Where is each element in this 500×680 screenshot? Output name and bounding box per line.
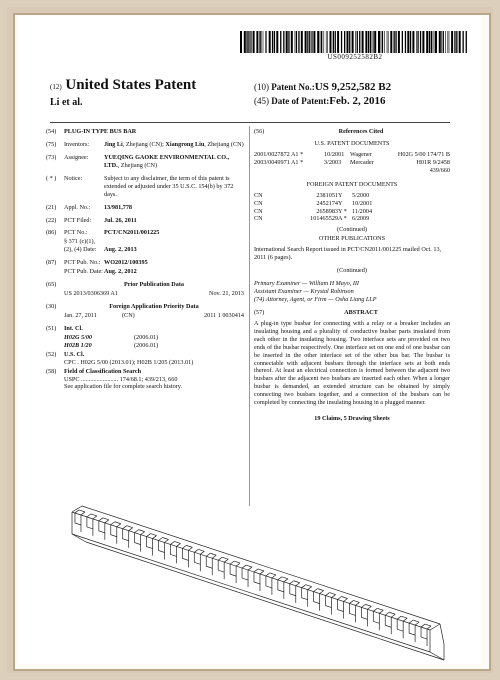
appl-number: 13/981,778 [104, 203, 133, 211]
code-21: (21) [46, 203, 57, 211]
code-22: (22) [46, 216, 57, 224]
us-patent-date: 10/2001 [324, 150, 345, 158]
code-52: (52) [46, 350, 57, 358]
barcode-image [240, 31, 470, 53]
code-56: (56) [254, 128, 265, 135]
foreign-patent-k: Y * [338, 207, 347, 215]
claims-summary: 19 Claims, 5 Drawing Sheets [314, 415, 390, 423]
code-73: (73) [46, 153, 57, 161]
code-75: (75) [46, 140, 57, 148]
code-58: (58) [46, 367, 57, 375]
busbar-drawing [38, 494, 458, 674]
field-label: Field of Classification Search [64, 367, 142, 375]
field-note-row [46, 383, 244, 391]
pct-no-row [46, 229, 244, 237]
inventor-1-loc: , Zhejiang (CN); [122, 140, 166, 148]
abstract-heading [254, 309, 450, 317]
us-patent-cls: H01R 9/2458 439/660 [416, 158, 450, 174]
foreign-patent-cc: CN [254, 207, 263, 215]
pct-no-label: PCT No.: [64, 229, 88, 237]
field-uspc-row [46, 376, 244, 384]
patent-heading [50, 76, 196, 110]
pub-date: Aug. 2, 2012 [104, 268, 137, 276]
intcl-row [46, 325, 244, 333]
us-patent-row [254, 151, 450, 159]
uscl-label: U.S. Cl. [64, 350, 85, 358]
primary-examiner: Primary Examiner — William H Mayo, III [254, 280, 359, 288]
inventor-2-loc: , Zhejiang (CN) [204, 140, 244, 148]
prior-pub-title: Prior Publication Data [123, 281, 185, 289]
assignee-row [46, 154, 244, 170]
code-54: (54) [46, 128, 57, 135]
prior-pub-heading [46, 281, 244, 289]
foreign-number: 2011 1 0030414 [204, 311, 244, 319]
foreign-patent-k: A * [338, 215, 347, 223]
bibliographic-column [46, 128, 244, 396]
continued-2: (Continued) [337, 267, 367, 275]
pct-number: PCT/CN2011/001225 [104, 229, 160, 237]
patent-number: US 9,252,582 B2 [314, 81, 392, 93]
code-57: (57) [254, 308, 265, 316]
us-patent-row [254, 159, 450, 175]
notice-text: Subject to any disclaimer, the term of this patent is extended or adjusted under 35 U.S.C. 154(b) by 372 days. [104, 174, 234, 198]
foreign-patent-no: 101465529 [310, 215, 338, 223]
patent-date: Feb. 2, 2016 [329, 95, 386, 108]
notice-row [46, 175, 244, 199]
us-patent-name: Wagener [350, 150, 372, 158]
foreign-patent-no: 2452174 [316, 199, 338, 207]
code-86: (86) [46, 229, 57, 237]
pct-filed-label: PCT Filed: [64, 216, 92, 224]
foreign-patent-no: 2658983 [316, 207, 338, 215]
patent-no-label: Patent No.: [271, 82, 315, 92]
references-column [254, 128, 450, 423]
inventor-2: Xiangrong Liu [165, 140, 205, 148]
assignee-name: YUEQING GAOKE ENVIRONMENTAL CO., LTD. [104, 153, 230, 169]
notice-label: Notice: [64, 174, 83, 182]
document-title: United States Patent [65, 77, 197, 93]
assistant-examiner: Assistant Examiner — Krystal Robinson [254, 288, 354, 295]
code-12: (12) [50, 83, 62, 91]
foreign-patent-k: Y [338, 199, 343, 207]
foreign-date: Jan. 27, 2011 [64, 311, 97, 319]
patent-identifiers [254, 80, 450, 108]
inventors-label: Inventors: [64, 140, 90, 148]
foreign-title: Foreign Application Priority Data [109, 303, 199, 310]
prior-pub-number: US 2013/0306369 A1 [64, 290, 118, 298]
assignee-location: , Zhejiang (CN) [117, 161, 158, 169]
foreign-patent-date: 6/2009 [352, 215, 370, 223]
code-87: (87) [46, 259, 57, 267]
foreign-patent-list [254, 192, 450, 224]
header-divider [50, 122, 450, 123]
foreign-patent-no: 2381051 [316, 191, 338, 199]
pub-number: WO2012/100395 [104, 259, 148, 267]
pub-no-label: PCT Pub. No.: [64, 259, 101, 267]
prior-pub-row [46, 290, 244, 298]
foreign-patent-row [254, 208, 450, 216]
abstract-title: ABSTRACT [344, 308, 378, 316]
foreign-patent-k: Y [338, 191, 343, 199]
intcl-label: Int. Cl. [64, 324, 83, 332]
intcl-1: H02G 5/00 [64, 333, 93, 341]
foreign-patent-cc: CN [254, 191, 263, 199]
assignee-label: Assignee: [64, 153, 89, 161]
pub-date-label: PCT Pub. Date: [64, 268, 103, 276]
inventor-short: Li et al. [50, 97, 83, 109]
foreign-country: (CN) [122, 311, 135, 319]
refs-title: References Cited [338, 128, 384, 135]
foreign-patent-row [254, 192, 450, 200]
foreign-patent-date: 10/2001 [352, 199, 373, 207]
code-65: (65) [46, 281, 57, 289]
pct-filed-row [46, 217, 244, 225]
code-51: (51) [46, 324, 57, 332]
foreign-row [46, 312, 244, 320]
foreign-heading [46, 303, 244, 311]
us-patent-cls: H02G 5/00 174/71 B [397, 150, 450, 158]
foreign-patent-date: 11/2004 [352, 207, 373, 215]
foreign-patent-row [254, 200, 450, 208]
us-patent-docs-title: U.S. PATENT DOCUMENTS [314, 139, 390, 147]
us-patent-list [254, 151, 450, 175]
uscl-text: CPC . H02G 5/00 (2013.01); H02B 1/205 (2013.01) [64, 358, 194, 366]
inventors-row [46, 141, 244, 149]
pct-filed-date: Jul. 26, 2011 [104, 216, 137, 224]
pub-date-row [46, 268, 244, 276]
us-patent-no: 2001/0027872 A1 * [254, 150, 304, 158]
intcl-1-row [46, 334, 244, 342]
code-30: (30) [46, 303, 57, 310]
us-patent-name: Mercader [350, 158, 374, 166]
uscl-row [46, 351, 244, 359]
code-notice: ( * ) [46, 174, 57, 182]
foreign-patent-cc: CN [254, 215, 263, 223]
foreign-patent-cc: CN [254, 199, 263, 207]
s371-label: § 371 (c)(1), (2), (4) Date: [64, 238, 97, 254]
continued-1: (Continued) [337, 226, 367, 234]
intcl-2-row [46, 342, 244, 350]
intcl-2: H02B 1/20 [64, 341, 92, 349]
date-label: Date of Patent: [271, 96, 330, 107]
us-patent-date: 3/2003 [324, 158, 342, 166]
code-10: (10) [254, 82, 269, 92]
field-note: See application file for complete search history. [64, 383, 182, 391]
intcl-1-date: (2006.01) [134, 333, 159, 341]
appl-label: Appl. No.: [64, 203, 91, 211]
pub-no-row [46, 259, 244, 267]
intcl-2-date: (2006.01) [134, 341, 159, 349]
attorney: (74) Attorney, Agent, or Firm — Osha Liang LLP [254, 295, 377, 303]
field-row [46, 368, 244, 376]
column-divider [249, 126, 250, 506]
code-45: (45) [254, 96, 269, 107]
foreign-patent-row [254, 215, 450, 223]
inventor-1: Jing Li [104, 140, 123, 148]
foreign-patent-date: 5/2000 [352, 191, 370, 199]
other-pubs-title: OTHER PUBLICATIONS [318, 235, 386, 243]
prior-pub-date: Nov. 21, 2013 [208, 290, 244, 298]
s371-row [46, 238, 244, 254]
s371-date: Aug. 2, 2013 [104, 246, 137, 254]
barcode-number: US009252582B2 [327, 53, 383, 61]
appl-row [46, 204, 244, 212]
field-uspc: USPC ........................ 174/68.1; 439/213, 660 [64, 375, 178, 383]
us-patent-no: 2003/0049971 A1 * [254, 158, 304, 166]
abstract-text: A plug-in type busbar for connecting with a relay or a breaker includes an insulating housing and a plurality of conductive busbar parts insulated from each other in the insulating housing. Two interface sets are provided on two ends of the busbar respectively. One interface set on one end of one busbar can be inserted in the other interface set of the other bus bar. The busbar is connectable with adjacent busbars through the interface sets at both ends thereof. At least an electrical connection is formed between the adjacent two busbars after the adjacent two busbars are inserted each other. When a longer busbar is demanded, an extended structure can be obtained by simply connecting two busbars together, and a connection of the busbars can be completed by connecting the insulating housing in a plugged manner. [254, 319, 450, 407]
foreign-patent-docs-title: FOREIGN PATENT DOCUMENTS [306, 180, 398, 188]
patent-page [18, 16, 482, 664]
refs-heading [254, 128, 450, 136]
other-pubs-text: International Search Report issued in PCT/CN2011/001225 mailed Oct. 13, 2011 (6 pages). [254, 246, 442, 262]
uscl-text-row [46, 359, 244, 367]
title-row [46, 128, 244, 136]
invention-title: PLUG-IN TYPE BUS BAR [64, 128, 137, 135]
